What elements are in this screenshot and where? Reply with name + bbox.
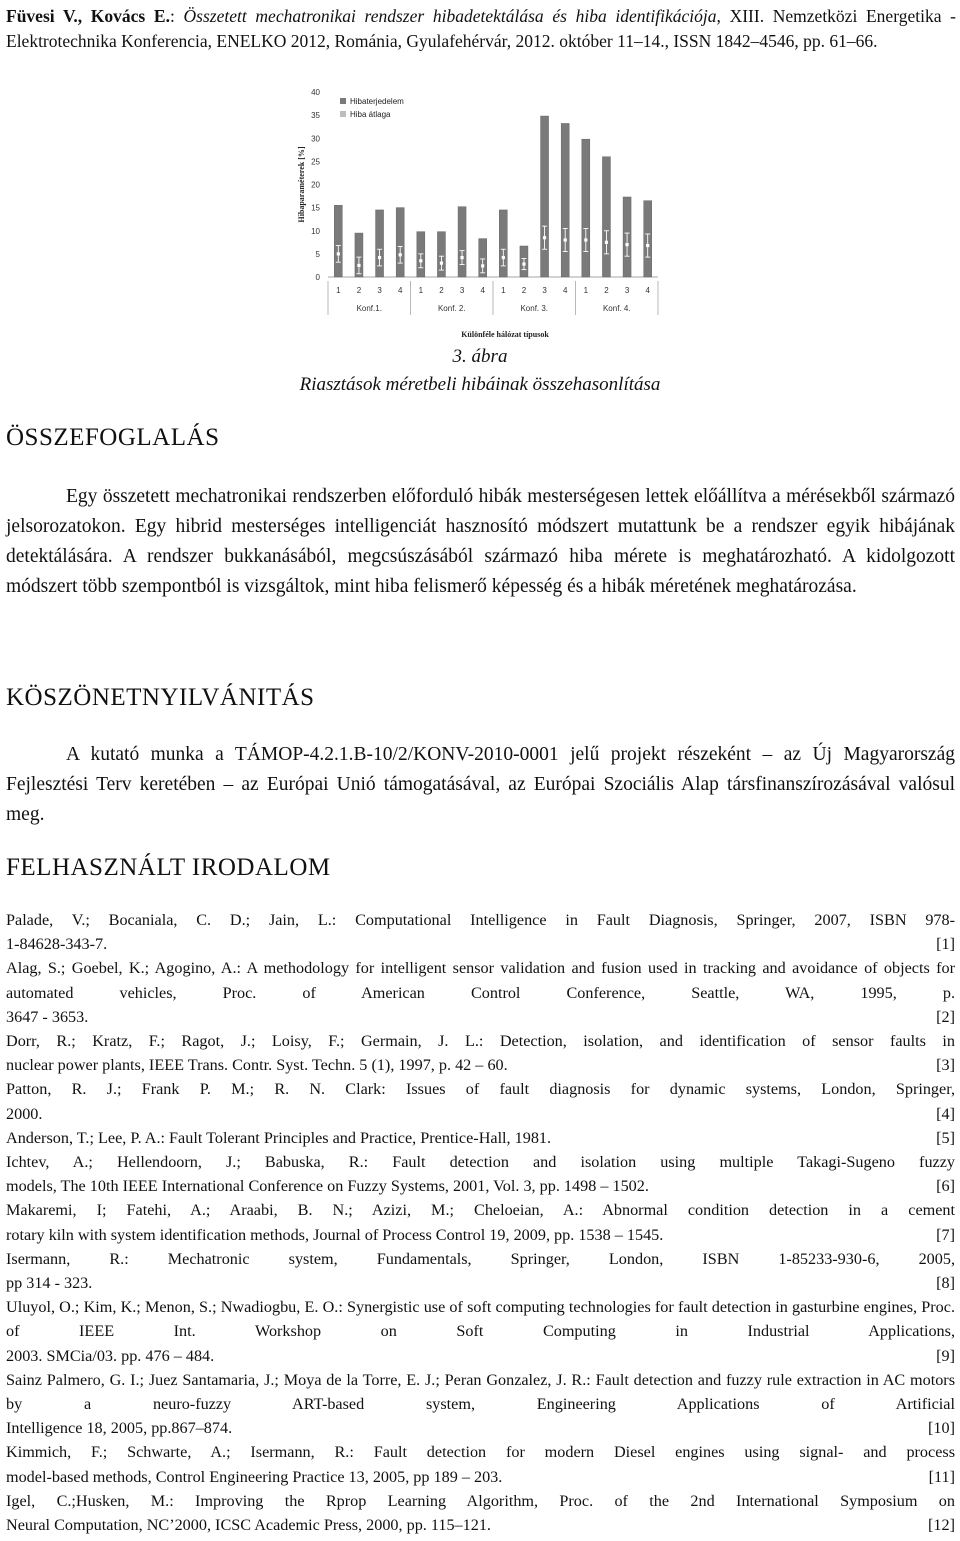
bar <box>602 157 610 277</box>
mean-marker <box>625 243 628 246</box>
reference-text: Isermann, R.: Mechatronic system, Fundamentals, Springer, London, ISBN 1-85233-930-6, 2005, <box>6 1249 955 1268</box>
mean-marker <box>399 253 402 256</box>
reference-list <box>6 908 955 1537</box>
y-tick-label: 40 <box>311 88 320 97</box>
group-label: Konf. 4. <box>602 304 631 313</box>
mean-marker <box>481 264 484 267</box>
x-tick-label: 4 <box>645 286 650 295</box>
reference-number: [8] <box>936 1274 955 1293</box>
reference-item <box>6 1247 955 1295</box>
reference-text: Ichtev, A.; Hellendoorn, J.; Babuska, R.: Fault detection and isolation using multiple Takagi-Sugeno fuzzy <box>6 1153 955 1172</box>
x-tick-label: 1 <box>336 286 341 295</box>
reference-item <box>6 1077 955 1125</box>
reference-number: [4] <box>936 1104 955 1123</box>
x-tick-label: 3 <box>542 286 547 295</box>
references-heading: FELHASZNÁLT IRODALOM <box>6 854 331 881</box>
mean-marker <box>460 256 463 259</box>
reference-text: Kimmich, F.; Schwarte, A.; Isermann, R.: Fault detection for modern Diesel engines using signal- and process <box>6 1443 955 1462</box>
reference-number: [11] <box>928 1467 955 1486</box>
x-tick-label: 4 <box>480 286 485 295</box>
citation-authors: Füvesi V., Kovács E. <box>6 6 170 26</box>
reference-item <box>6 1198 955 1246</box>
reference-item <box>6 1440 955 1488</box>
y-tick-label: 10 <box>311 226 320 236</box>
mean-marker <box>378 256 381 259</box>
reference-number: [1] <box>936 935 955 954</box>
legend-label: Hibaterjedelem <box>350 97 404 106</box>
mean-marker <box>605 241 608 244</box>
reference-text-end: model-based methods, Control Engineering Practice 13, 2005, pp 189 – 203. <box>6 1467 503 1486</box>
mean-marker <box>564 238 567 241</box>
reference-number: [9] <box>936 1346 955 1365</box>
y-tick-label: 20 <box>311 180 320 190</box>
reference-number: [3] <box>936 1056 955 1075</box>
x-tick-label: 3 <box>624 286 630 295</box>
bar <box>334 205 342 277</box>
reference-text-end: rotary kiln with system identification methods, Journal of Process Control 19, 2009, pp. 1538 – 1545. <box>6 1225 664 1244</box>
group-label: Konf.1. <box>356 304 382 313</box>
legend-swatch <box>340 111 346 117</box>
reference-text-end: models, The 10th IEEE International Conference on Fuzzy Systems, 2001, Vol. 3, pp. 1498 – 1502. <box>6 1177 649 1196</box>
figure-number: 3. ábra <box>452 346 508 367</box>
x-tick-label: 1 <box>501 286 506 295</box>
reference-item <box>6 1126 955 1150</box>
mean-marker <box>543 236 546 239</box>
bar <box>458 207 466 277</box>
reference-item <box>6 1295 955 1368</box>
bar <box>499 210 507 277</box>
summary-heading: ÖSSZEFOGLALÁS <box>6 424 220 451</box>
reference-text-end: nuclear power plants, IEEE Trans. Contr. Syst. Techn. 5 (1), 1997, p. 42 – 60. <box>6 1056 508 1075</box>
y-tick-label: 5 <box>315 249 320 259</box>
reference-text-end: Intelligence 18, 2005, pp.867–874. <box>6 1419 233 1438</box>
x-tick-label: 2 <box>356 286 362 295</box>
legend-label: Hiba átlaga <box>350 110 391 119</box>
reference-number: [12] <box>928 1516 955 1535</box>
bar <box>561 123 569 277</box>
legend-swatch <box>340 98 346 104</box>
x-tick-label: 1 <box>418 286 424 295</box>
x-tick-label: 1 <box>583 286 589 295</box>
bar <box>582 139 590 277</box>
reference-text-end: Neural Computation, NC’2000, ICSC Academic Press, 2000, pp. 115–121. <box>6 1516 491 1535</box>
reference-text: Alag, S.; Goebel, K.; Agogino, A.: A methodology for intelligent sensor validation and fusion used in tracking and avoidance of objects for automated vehicles, Proc. of American Control Conference, Seattle, WA, 1995, p. <box>6 959 955 1002</box>
group-label: Konf. 3. <box>520 304 549 313</box>
reference-text-end: Anderson, T.; Lee, P. A.: Fault Tolerant Principles and Practice, Prentice-Hall, 1981. <box>6 1128 552 1147</box>
reference-item <box>6 908 955 956</box>
mean-marker <box>440 262 443 265</box>
x-tick-label: 2 <box>521 286 527 295</box>
group-label: Konf. 2. <box>437 304 466 313</box>
reference-item <box>6 1489 955 1537</box>
reference-text: Dorr, R.; Kratz, F.; Ragot, J.; Loisy, F.; Germain, J. L.: Detection, isolation, and identification of sensor faults in <box>6 1032 955 1051</box>
bar <box>376 210 384 277</box>
bar-chart <box>290 80 670 342</box>
reference-text-end: pp 314 - 323. <box>6 1274 93 1293</box>
reference-item <box>6 1150 955 1198</box>
bar <box>541 116 549 277</box>
reference-item <box>6 956 955 1029</box>
reference-number: [6] <box>936 1177 955 1196</box>
ack-heading: KÖSZÖNETNYILVÁNITÁS <box>6 684 315 711</box>
reference-number: [5] <box>936 1128 955 1147</box>
mean-marker <box>646 244 649 247</box>
mean-marker <box>502 256 505 259</box>
bar <box>396 208 404 277</box>
reference-text: Patton, R. J.; Frank P. M.; R. N. Clark: Issues of fault diagnosis for dynamic systems, London, Springer, <box>6 1080 955 1099</box>
y-tick-label: 30 <box>311 134 320 144</box>
y-axis-label: Hibaparaméterek [%] <box>297 146 306 223</box>
reference-item <box>6 1368 955 1441</box>
reference-number: [2] <box>936 1007 955 1026</box>
y-tick-label: 0 <box>315 273 320 282</box>
x-tick-label: 2 <box>439 286 444 295</box>
mean-marker <box>584 238 587 241</box>
x-axis-label: Különféle hálózat típusok <box>461 330 549 339</box>
y-tick-label: 15 <box>311 203 320 213</box>
x-tick-label: 4 <box>562 286 568 295</box>
mean-marker <box>337 252 340 255</box>
x-tick-label: 4 <box>397 286 403 295</box>
reference-number: [10] <box>928 1419 955 1438</box>
mean-marker <box>522 262 525 265</box>
ack-paragraph: A kutató munka a TÁMOP-4.2.1.B-10/2/KONV-2010-0001 jelű projekt részeként – az Új Magyarország Fejlesztési Terv keretében – az Európai Unió támogatásával, az Európai Szociális Alap társfinanszírozásával valósul meg. <box>6 744 955 825</box>
x-tick-label: 3 <box>377 286 382 295</box>
mean-marker <box>419 259 422 262</box>
x-tick-label: 3 <box>459 286 465 295</box>
reference-text: Palade, V.; Bocaniala, C. D.; Jain, L.: Computational Intelligence in Fault Diagnosis, Springer, 2007, ISBN 978- <box>6 911 955 929</box>
y-tick-label: 25 <box>311 157 320 167</box>
reference-item <box>6 1029 955 1077</box>
reference-text-end: 3647 - 3653. <box>6 1007 89 1026</box>
mean-marker <box>357 264 360 267</box>
y-tick-label: 35 <box>311 111 320 121</box>
citation-title: Összetett mechatronikai rendszer hibadetektálása és hiba identifikációja <box>183 6 717 26</box>
reference-text: Igel, C.;Husken, M.: Improving the Rprop Learning Algorithm, Proc. of the 2nd International Symposium on <box>6 1491 955 1510</box>
x-tick-label: 2 <box>604 286 609 295</box>
citation-details: , XIII. Nemzetközi Energetika - Elektrotechnika Konferencia, ENELKO 2012, Románia, Gyulafehérvár, 2012. október 11–14., ISSN 1842–4546, pp. 61–66. <box>6 6 956 51</box>
reference-text: Sainz Palmero, G. I.; Juez Santamaria, J.; Moya de la Torre, E. J.; Peran Gonzalez, J. R.: Fault detection and fuzzy rule extraction in AC motors by a neuro-fuzzy ART-based system, Engineering Applications of Artificial <box>6 1370 955 1414</box>
reference-text: Makaremi, I; Fatehi, A.; Araabi, B. N.; Azizi, M.; Cheloeian, A.: Abnormal condition detection in a cement <box>6 1201 955 1220</box>
reference-number: [7] <box>936 1225 955 1244</box>
reference-text-end: 2000. <box>6 1104 43 1123</box>
reference-text: Uluyol, O.; Kim, K.; Menon, S.; Nwadiogbu, E. O.: Synergistic use of soft computing technologies for fault detection in gasturbine engines, Proc. of IEEE Int. Workshop on Soft Computing in Industrial Applications, <box>6 1298 955 1341</box>
citation-header: Füvesi V., Kovács E.: Összetett mechatronikai rendszer hibadetektálása és hiba identifikációja, XIII. Nemzetközi Energetika - Elektrotechnika Konferencia, ENELKO 2012, Románia, Gyulafehérvár, 2012. október 11–14., ISSN 1842–4546, pp. 61–66. <box>6 6 956 51</box>
reference-text-end: 2003. SMCia/03. pp. 476 – 484. <box>6 1346 215 1365</box>
reference-text-end: 1-84628-343-7. <box>6 935 108 954</box>
summary-paragraph: Egy összetett mechatronikai rendszerben előforduló hibák mesterségesen lettek előállítva a mérésekből származó jelsorozatokon. Egy hibrid mesterséges intelligenciát hasznosító módszert mutattunk be a rendszer egyik hibájának detektálására. A rendszer bukkanásából, megcsúszásából származó hiba mérete is meghatározható. A kidolgozott módszert több szempontból is vizsgáltok, mint hiba felismerő képesség és a hibák méretének meghatározása. <box>6 486 955 597</box>
figure-caption: Riasztások méretbeli hibáinak összehasonlítása <box>299 374 661 395</box>
